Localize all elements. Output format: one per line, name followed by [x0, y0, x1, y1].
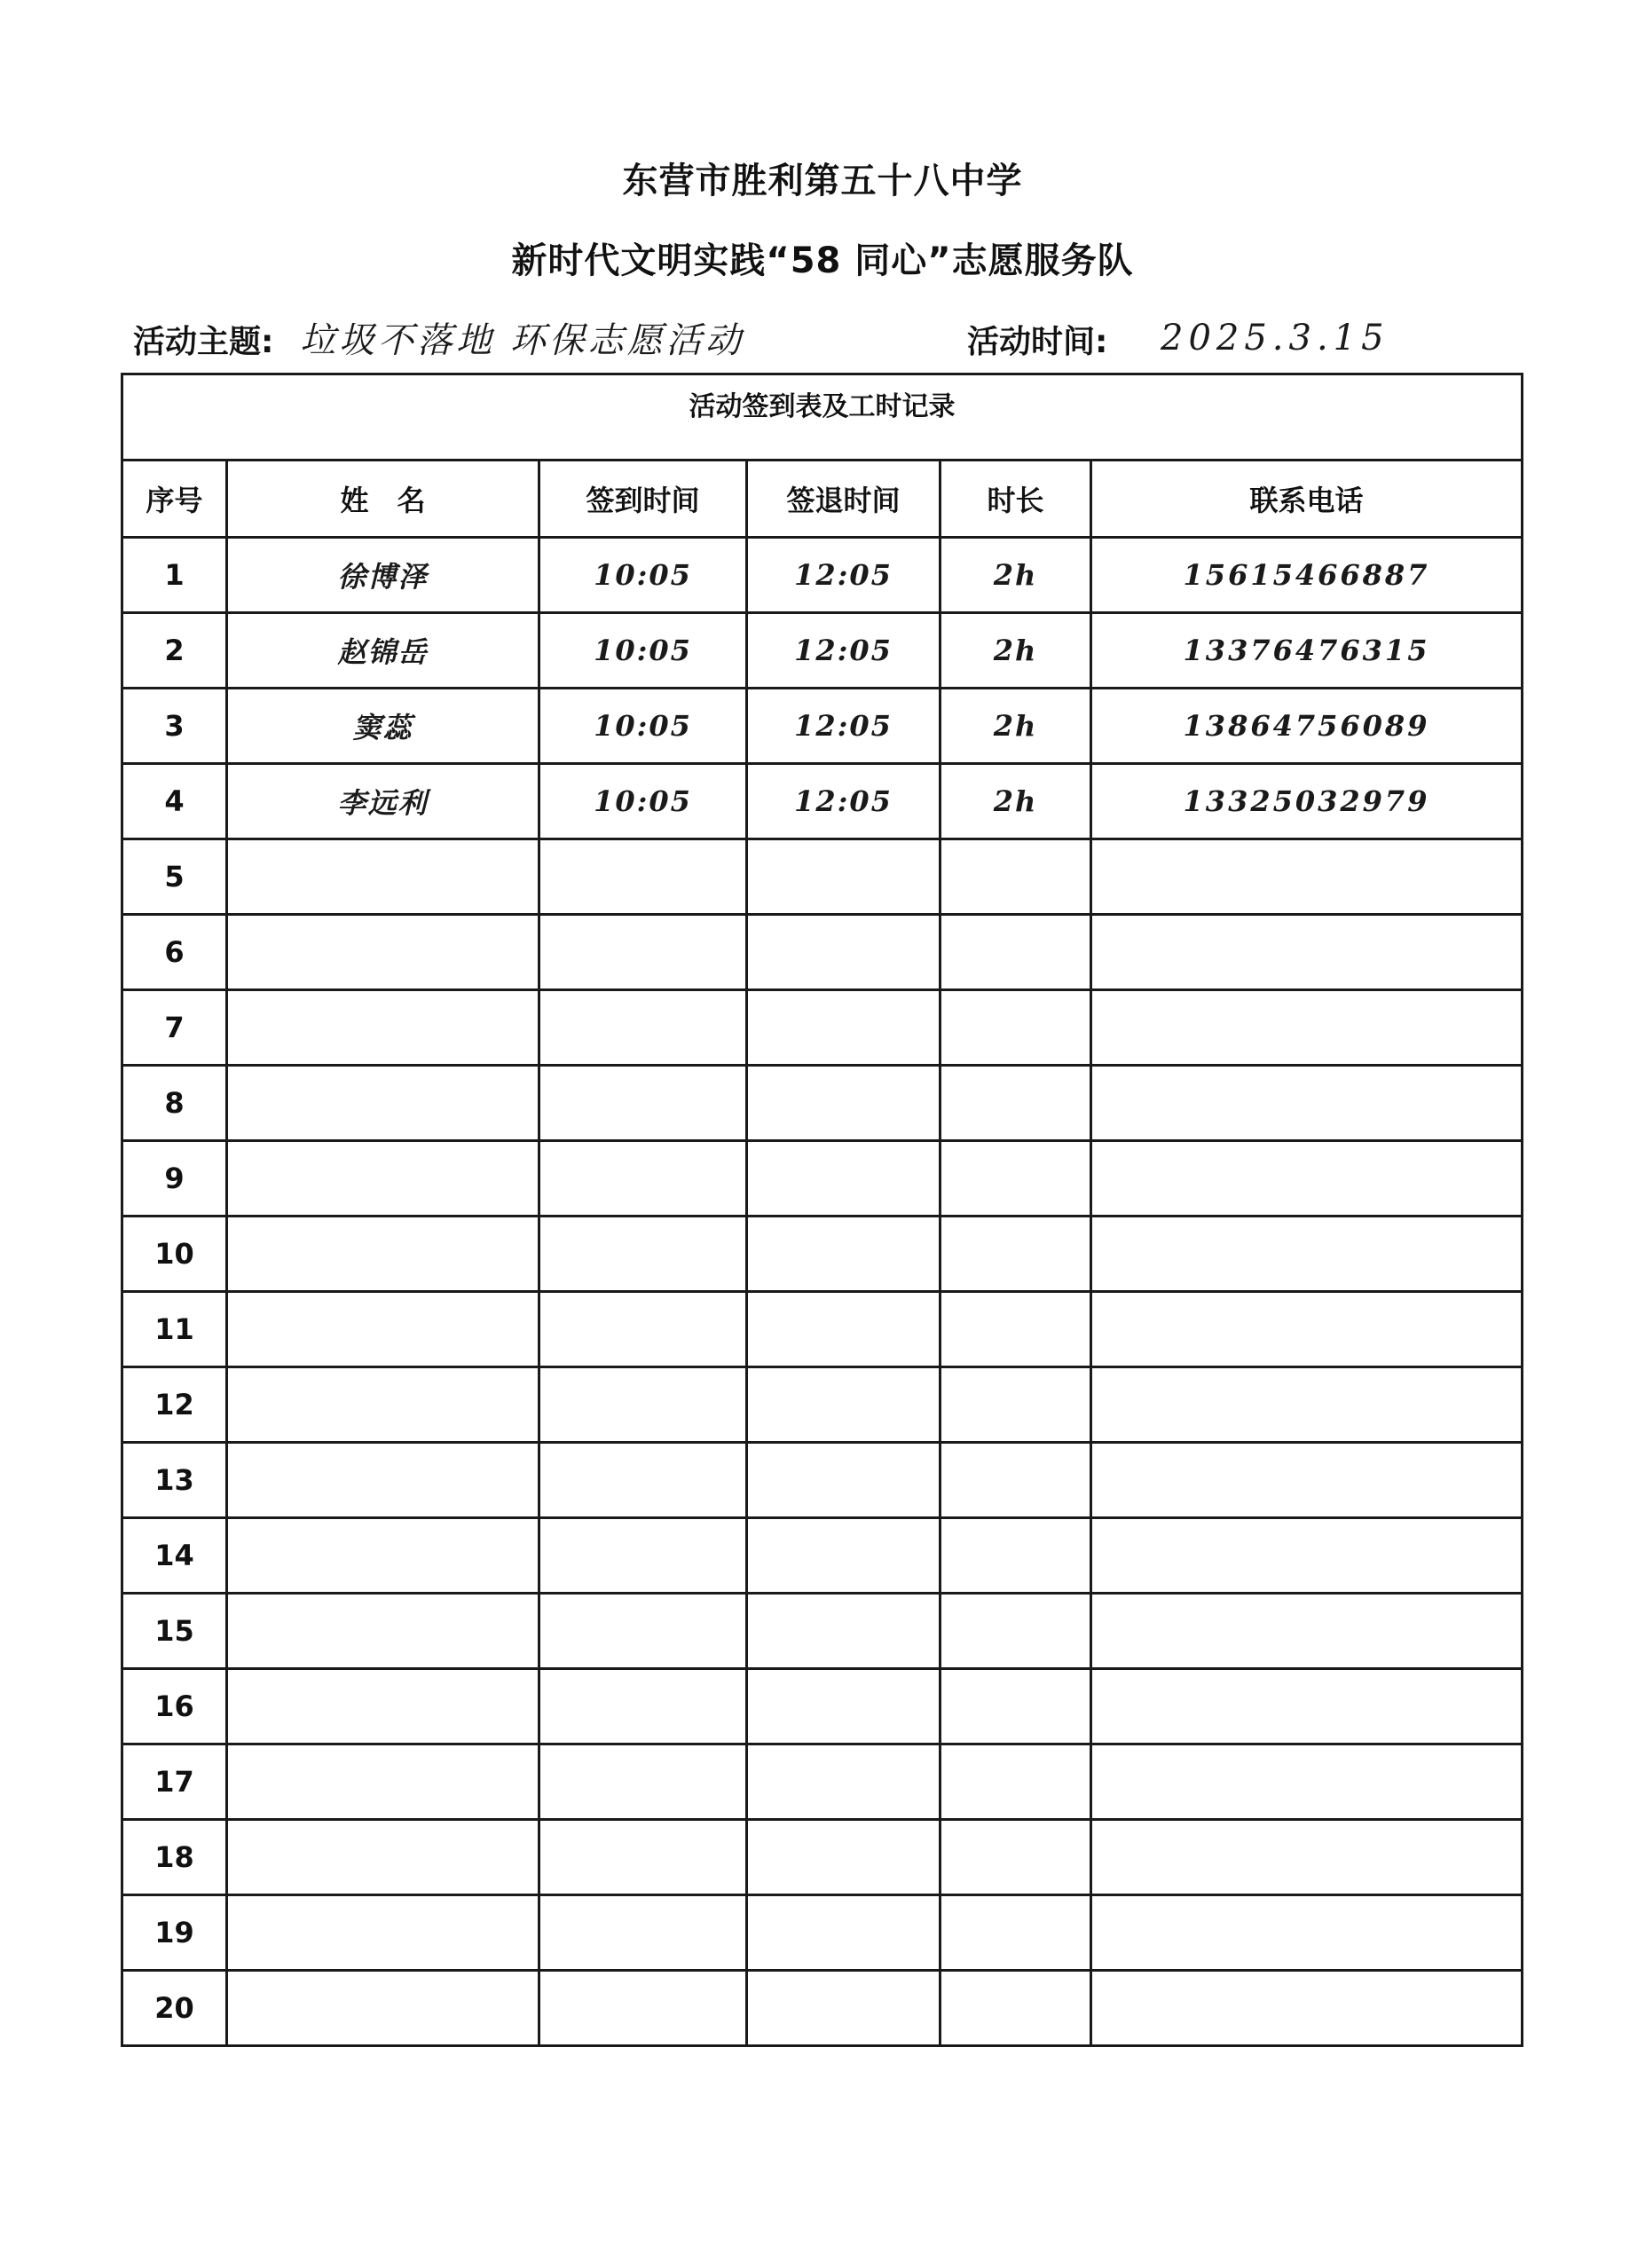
- name-cell: [227, 1518, 539, 1594]
- name-cell: [227, 1895, 539, 1971]
- duration-cell: 2h: [941, 689, 1091, 764]
- seq-cell: 15: [122, 1594, 227, 1669]
- seq-cell: 16: [122, 1669, 227, 1744]
- table-row: [122, 689, 1523, 764]
- table-row: [122, 1820, 1523, 1895]
- name-cell: [227, 1820, 539, 1895]
- table-row: [122, 1669, 1523, 1744]
- duration-cell: [941, 1669, 1091, 1744]
- duration-cell: [941, 1066, 1091, 1141]
- duration-cell: [941, 1217, 1091, 1292]
- col-header-sign-out: 签退时间: [747, 461, 941, 538]
- sign-in-cell: [539, 990, 747, 1066]
- table-row: [122, 1895, 1523, 1971]
- sign-out-cell: [747, 1443, 941, 1518]
- sign-out-cell: [747, 1217, 941, 1292]
- seq-cell: 8: [122, 1066, 227, 1141]
- sign-out-cell: 12:05: [747, 613, 941, 689]
- phone-cell: [1091, 1443, 1523, 1518]
- phone-cell: 13376476315: [1091, 613, 1523, 689]
- name-cell: [227, 1744, 539, 1820]
- duration-cell: [941, 1971, 1091, 2046]
- duration-cell: [941, 1518, 1091, 1594]
- col-header-phone: 联系电话: [1091, 461, 1523, 538]
- sign-in-cell: 10:05: [539, 689, 747, 764]
- name-cell: [227, 1669, 539, 1744]
- name-cell: [227, 990, 539, 1066]
- sign-out-cell: [747, 1367, 941, 1443]
- phone-cell: [1091, 1141, 1523, 1217]
- phone-cell: [1091, 1066, 1523, 1141]
- phone-cell: [1091, 1895, 1523, 1971]
- phone-cell: [1091, 1518, 1523, 1594]
- phone-cell: [1091, 1367, 1523, 1443]
- sign-out-cell: [747, 1820, 941, 1895]
- col-header-sign-in: 签到时间: [539, 461, 747, 538]
- seq-cell: 12: [122, 1367, 227, 1443]
- time-label: 活动时间:: [967, 324, 1108, 360]
- duration-cell: 2h: [941, 764, 1091, 839]
- phone-cell: [1091, 1744, 1523, 1820]
- sign-out-cell: 12:05: [747, 764, 941, 839]
- phone-cell: [1091, 1820, 1523, 1895]
- duration-cell: [941, 1895, 1091, 1971]
- sign-out-cell: [747, 1971, 941, 2046]
- duration-cell: [941, 1443, 1091, 1518]
- phone-cell: [1091, 990, 1523, 1066]
- seq-cell: 20: [122, 1971, 227, 2046]
- seq-cell: 7: [122, 990, 227, 1066]
- duration-cell: [941, 1744, 1091, 1820]
- sign-out-cell: 12:05: [747, 538, 941, 613]
- sign-out-cell: [747, 1518, 941, 1594]
- phone-cell: 13864756089: [1091, 689, 1523, 764]
- seq-cell: 9: [122, 1141, 227, 1217]
- seq-cell: 10: [122, 1217, 227, 1292]
- sign-in-cell: 10:05: [539, 613, 747, 689]
- table-row: [122, 839, 1523, 915]
- phone-cell: [1091, 1292, 1523, 1367]
- sign-out-cell: [747, 1744, 941, 1820]
- table-row: [122, 1594, 1523, 1669]
- sign-out-cell: [747, 1141, 941, 1217]
- duration-cell: [941, 1594, 1091, 1669]
- name-cell: [227, 839, 539, 915]
- seq-cell: 11: [122, 1292, 227, 1367]
- phone-cell: 13325032979: [1091, 764, 1523, 839]
- table-row: [122, 1744, 1523, 1820]
- table-row: [122, 538, 1523, 613]
- sign-in-cell: [539, 1820, 747, 1895]
- phone-cell: [1091, 1971, 1523, 2046]
- table-header-row: [122, 461, 1523, 538]
- table-row: [122, 1518, 1523, 1594]
- sign-in-cell: [539, 1367, 747, 1443]
- sign-in-cell: [539, 1443, 747, 1518]
- sign-in-cell: [539, 1594, 747, 1669]
- duration-cell: 2h: [941, 538, 1091, 613]
- name-cell: 徐博泽: [227, 538, 539, 613]
- sign-out-cell: [747, 915, 941, 990]
- sign-in-cell: [539, 1971, 747, 2046]
- phone-cell: [1091, 1594, 1523, 1669]
- duration-cell: 2h: [941, 613, 1091, 689]
- name-cell: [227, 1217, 539, 1292]
- seq-cell: 2: [122, 613, 227, 689]
- col-header-name: 姓 名: [227, 461, 539, 538]
- table-row: [122, 1141, 1523, 1217]
- sign-out-cell: [747, 1895, 941, 1971]
- table-caption: 活动签到表及工时记录: [122, 374, 1523, 461]
- topic-value: 垃圾不落地 环保志愿活动: [300, 320, 744, 361]
- name-cell: [227, 1443, 539, 1518]
- phone-cell: [1091, 1669, 1523, 1744]
- name-cell: 赵锦岳: [227, 613, 539, 689]
- sign-out-cell: [747, 1669, 941, 1744]
- table-row: [122, 1292, 1523, 1367]
- table-row: [122, 990, 1523, 1066]
- table-row: [122, 1367, 1523, 1443]
- table-row: [122, 1971, 1523, 2046]
- sign-in-cell: [539, 1518, 747, 1594]
- sign-in-cell: [539, 1669, 747, 1744]
- sign-in-cell: [539, 1292, 747, 1367]
- duration-cell: [941, 1820, 1091, 1895]
- sign-in-cell: [539, 1744, 747, 1820]
- name-cell: [227, 1971, 539, 2046]
- table-row: [122, 1066, 1523, 1141]
- sign-out-cell: [747, 1594, 941, 1669]
- sign-in-cell: [539, 1066, 747, 1141]
- seq-cell: 6: [122, 915, 227, 990]
- sign-out-cell: [747, 1292, 941, 1367]
- school-title: 东营市胜利第五十八中学: [622, 161, 1023, 201]
- phone-cell: [1091, 839, 1523, 915]
- seq-cell: 17: [122, 1744, 227, 1820]
- duration-cell: [941, 990, 1091, 1066]
- col-header-seq: 序号: [122, 461, 227, 538]
- duration-cell: [941, 1141, 1091, 1217]
- name-cell: [227, 1141, 539, 1217]
- name-cell: [227, 1367, 539, 1443]
- name-cell: [227, 1594, 539, 1669]
- table-row: [122, 1217, 1523, 1292]
- duration-cell: [941, 915, 1091, 990]
- signin-table: [121, 373, 1523, 2047]
- seq-cell: 18: [122, 1820, 227, 1895]
- table-row: [122, 613, 1523, 689]
- sign-out-cell: 12:05: [747, 689, 941, 764]
- col-header-duration: 时长: [941, 461, 1091, 538]
- seq-cell: 13: [122, 1443, 227, 1518]
- name-cell: [227, 1066, 539, 1141]
- table-row: [122, 1443, 1523, 1518]
- seq-cell: 3: [122, 689, 227, 764]
- sign-in-cell: [539, 1217, 747, 1292]
- seq-cell: 14: [122, 1518, 227, 1594]
- phone-cell: [1091, 915, 1523, 990]
- seq-cell: 19: [122, 1895, 227, 1971]
- duration-cell: [941, 1292, 1091, 1367]
- name-cell: [227, 1292, 539, 1367]
- name-cell: 李远利: [227, 764, 539, 839]
- phone-cell: [1091, 1217, 1523, 1292]
- name-cell: 窦蕊: [227, 689, 539, 764]
- topic-label: 活动主题:: [133, 324, 274, 360]
- sign-in-cell: 10:05: [539, 538, 747, 613]
- sign-in-cell: [539, 1141, 747, 1217]
- seq-cell: 1: [122, 538, 227, 613]
- table-row: [122, 915, 1523, 990]
- duration-cell: [941, 839, 1091, 915]
- sign-out-cell: [747, 990, 941, 1066]
- seq-cell: 4: [122, 764, 227, 839]
- sign-in-cell: 10:05: [539, 764, 747, 839]
- sign-in-cell: [539, 839, 747, 915]
- sign-out-cell: [747, 839, 941, 915]
- seq-cell: 5: [122, 839, 227, 915]
- sign-in-cell: [539, 1895, 747, 1971]
- phone-cell: 15615466887: [1091, 538, 1523, 613]
- table-row: [122, 764, 1523, 839]
- team-title: 新时代文明实践“58 同心”志愿服务队: [511, 240, 1134, 281]
- sign-in-cell: [539, 915, 747, 990]
- name-cell: [227, 915, 539, 990]
- sign-out-cell: [747, 1066, 941, 1141]
- duration-cell: [941, 1367, 1091, 1443]
- time-value: 2025.3.15: [1161, 318, 1389, 358]
- table-caption-row: [122, 374, 1523, 461]
